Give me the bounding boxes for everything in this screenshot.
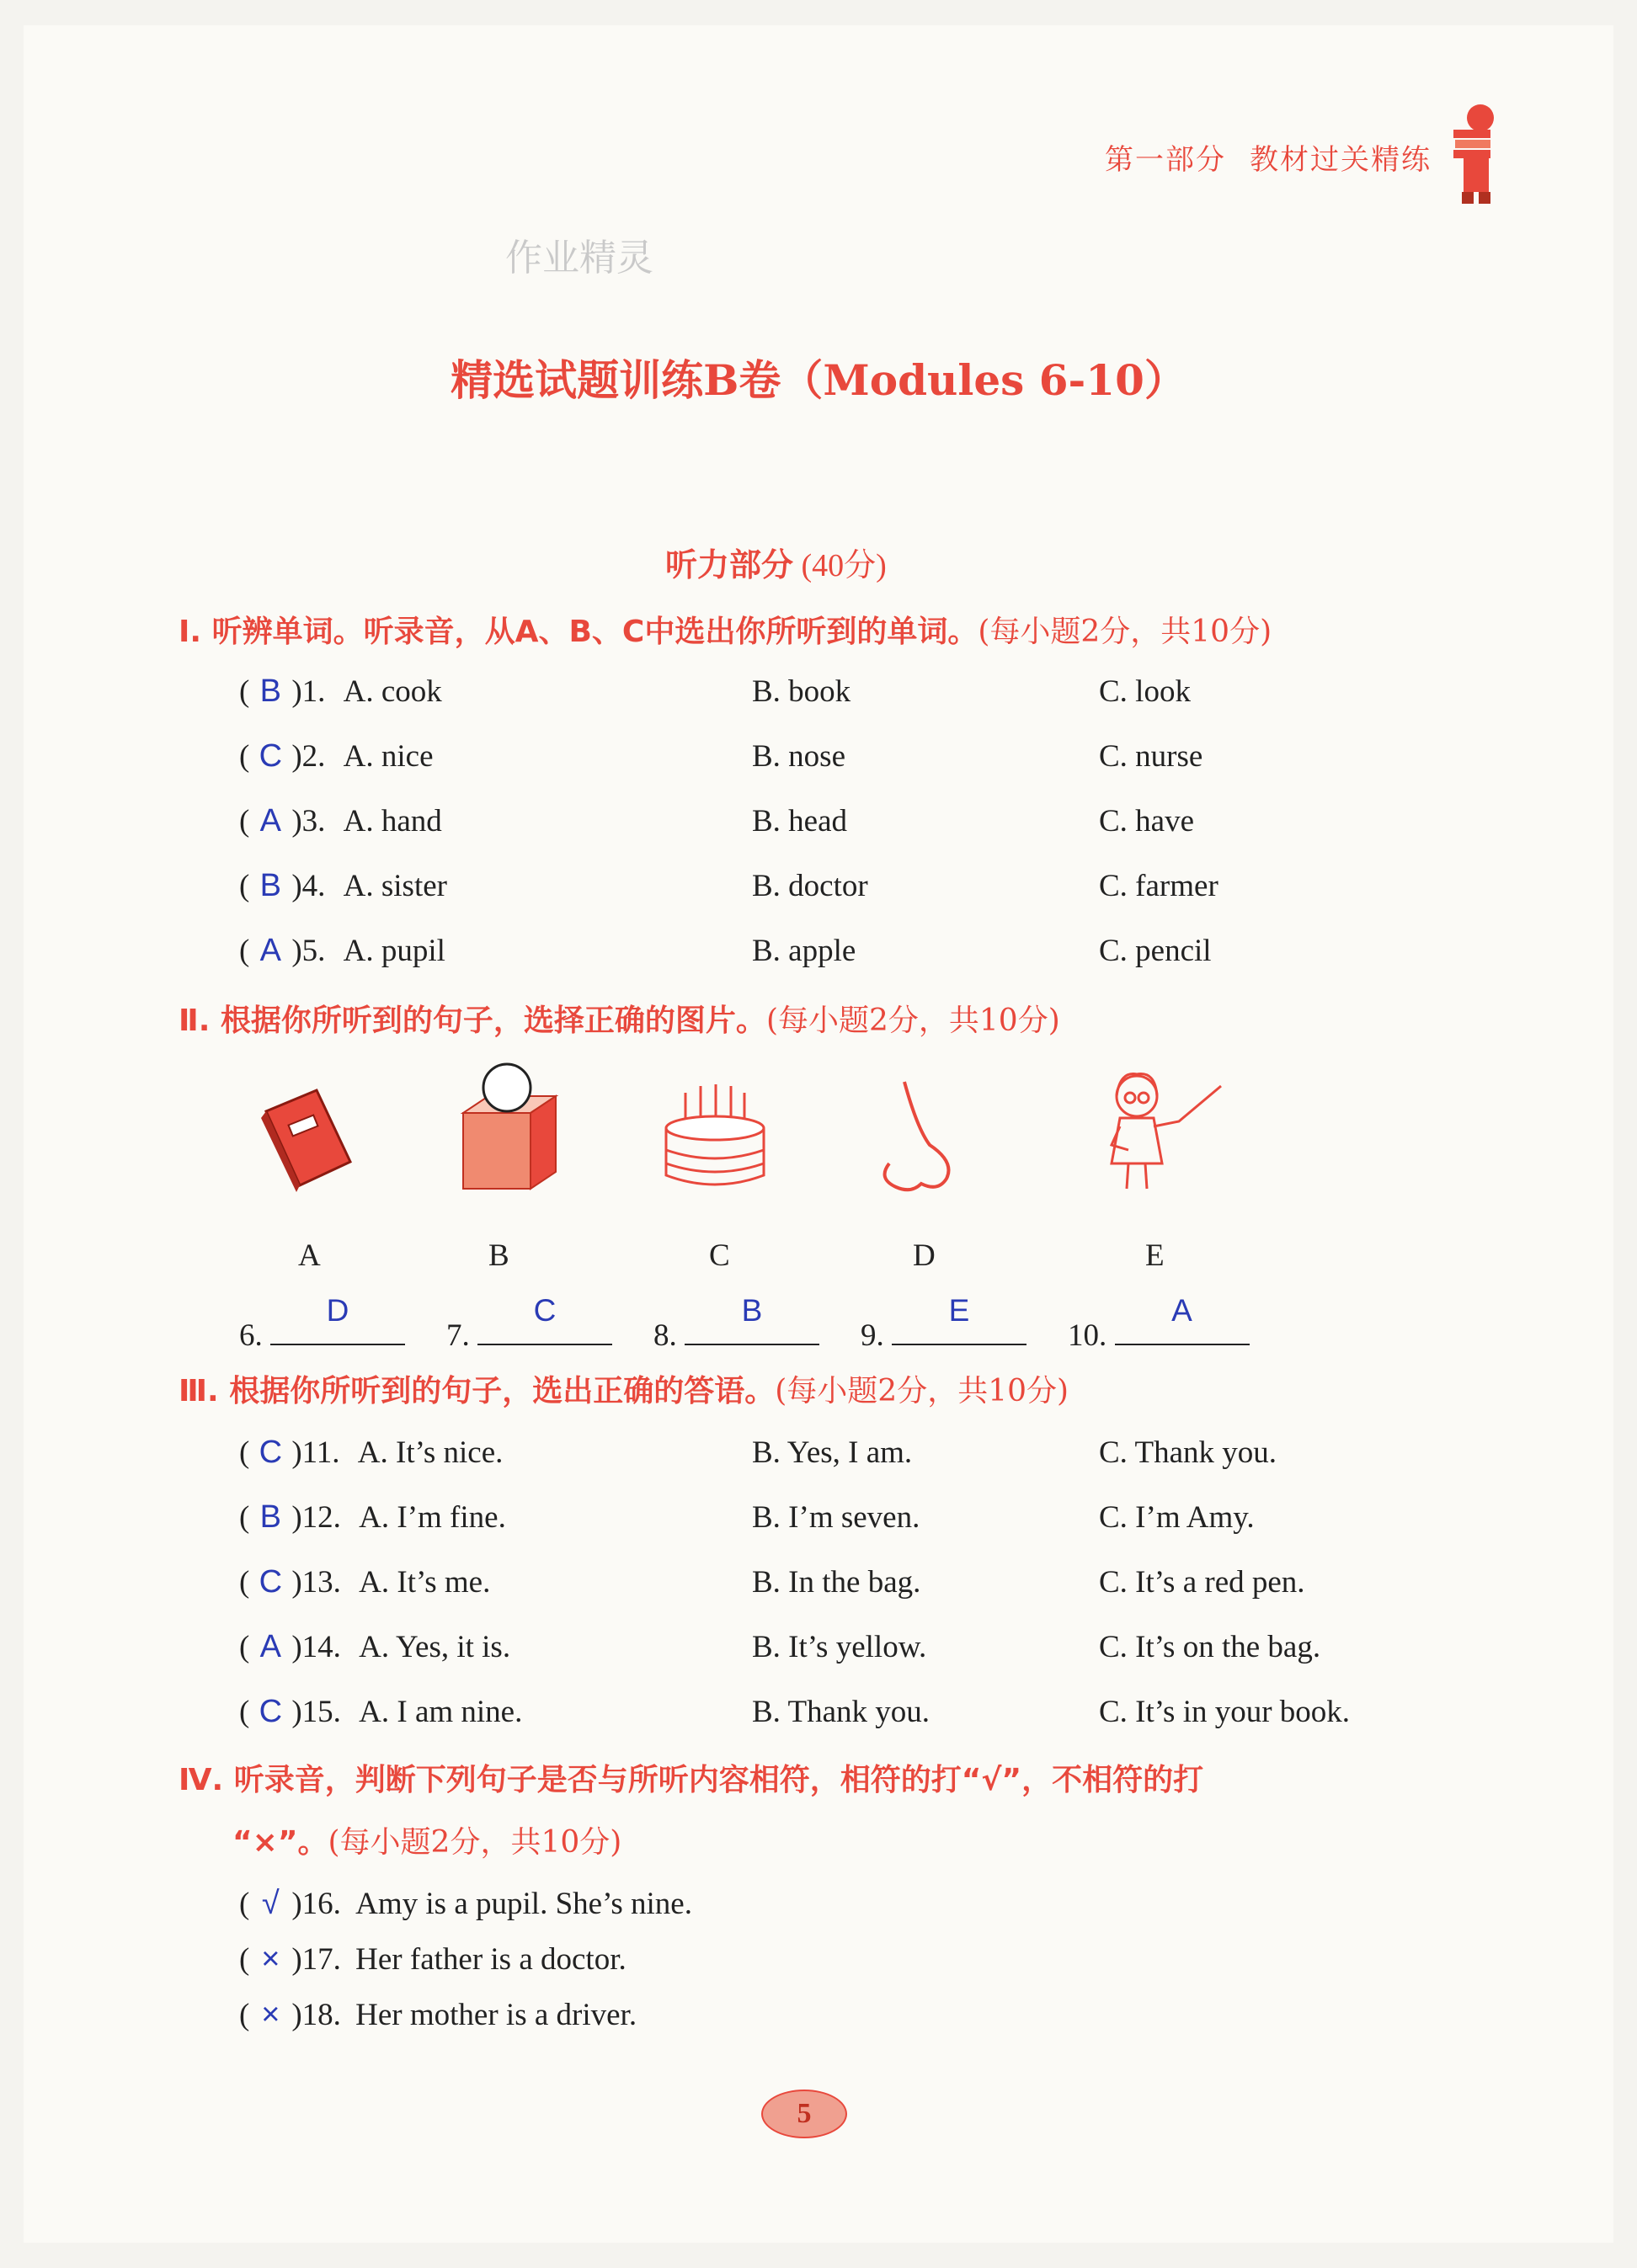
- header-section: 教材过关精练: [1250, 143, 1432, 177]
- statement-text: Her mother is a driver.: [355, 1998, 637, 2032]
- option-a: A. Yes, it is.: [359, 1630, 511, 1664]
- answer-blank: [1115, 1293, 1250, 1345]
- answer-blank: [685, 1293, 819, 1345]
- picture-label: B: [488, 1238, 509, 1273]
- option-b: B. Yes, I am.: [752, 1435, 913, 1470]
- option-b: B. apple: [752, 934, 856, 968]
- question-row: ( A )14. A. Yes, it is.: [239, 1629, 511, 1664]
- question-number: )5.: [291, 934, 326, 968]
- question-number: )13.: [291, 1565, 341, 1600]
- answer-mark: A: [259, 933, 281, 968]
- option-c: C. It’s a red pen.: [1099, 1565, 1305, 1600]
- question-number: )3.: [291, 804, 326, 839]
- answer-mark: ×: [261, 1997, 280, 2032]
- blank-answer: C: [533, 1293, 557, 1328]
- answer-mark: C: [259, 738, 283, 774]
- answer-mark: B: [259, 673, 281, 709]
- answer-mark: ×: [261, 1941, 280, 1977]
- answer-blank: [892, 1293, 1026, 1345]
- listening-score: (40分): [801, 548, 887, 583]
- fill-blank-row: [861, 1293, 1026, 1354]
- blank-answer: E: [948, 1293, 970, 1328]
- fill-blank-row: [239, 1293, 405, 1354]
- listening-label: 听力部分: [665, 546, 794, 583]
- blank-number: 7.: [446, 1318, 470, 1353]
- listening-header: [665, 539, 887, 585]
- option-a: A. It’s me.: [359, 1565, 491, 1600]
- question-number: )16.: [291, 1887, 341, 1921]
- blank-answer: D: [326, 1293, 349, 1328]
- section-4-heading-line1: Ⅳ. 听录音，判断下列句子是否与所听内容相符，相符的打“√”，不相符的打: [179, 1763, 1204, 1797]
- watermark-text: 作业精灵: [505, 237, 653, 280]
- option-c: C. It’s on the bag.: [1099, 1630, 1321, 1664]
- option-c: C. look: [1099, 674, 1191, 709]
- statement-text: Her father is a doctor.: [355, 1942, 627, 1977]
- option-a: A. cook: [343, 674, 442, 709]
- section-2-title: Ⅱ. 根据你所听到的句子，选择正确的图片。: [179, 1004, 766, 1038]
- question-number: )18.: [291, 1998, 341, 2032]
- option-a: A. I’m fine.: [359, 1500, 506, 1535]
- section-1-points: (每小题2分，共10分): [978, 615, 1272, 649]
- section-2-heading: [179, 997, 1060, 1040]
- question-number: )17.: [291, 1942, 341, 1977]
- blank-number: 9.: [861, 1318, 884, 1353]
- blank-number: 10.: [1068, 1318, 1107, 1353]
- blank-answer: A: [1171, 1293, 1192, 1328]
- option-b: B. It’s yellow.: [752, 1630, 927, 1664]
- option-c: C. farmer: [1099, 869, 1218, 903]
- question-row: ( B )12. A. I’m fine.: [239, 1499, 506, 1535]
- question-row: ( C )11. A. It’s nice.: [239, 1435, 504, 1470]
- blank-number: 8.: [653, 1318, 677, 1353]
- header-part: 第一部分: [1105, 143, 1226, 177]
- option-b: B. doctor: [752, 869, 868, 903]
- question-number: )12.: [291, 1500, 341, 1535]
- judgment-row: ( √ )16. Amy is a pupil. She’s nine.: [239, 1886, 692, 1921]
- question-row: ( A )5. A. pupil: [239, 933, 445, 968]
- option-b: B. In the bag.: [752, 1565, 921, 1600]
- section-4-points: (每小题2分，共10分): [328, 1825, 622, 1860]
- option-c: C. nurse: [1099, 739, 1203, 774]
- birthday-cake-icon: [660, 1076, 770, 1198]
- question-row: ( B )4. A. sister: [239, 868, 447, 903]
- question-number: )15.: [291, 1695, 341, 1729]
- picture-label: A: [298, 1238, 321, 1273]
- question-row: ( B )1. A. cook: [239, 673, 442, 709]
- section-1-title: Ⅰ. 听辨单词。听录音，从A、B、C中选出你所听到的单词。: [179, 615, 978, 649]
- option-a: A. pupil: [343, 934, 445, 968]
- judgment-row: ( × )18. Her mother is a driver.: [239, 1997, 637, 2032]
- answer-blank: [270, 1293, 405, 1345]
- fill-blank-row: [653, 1293, 819, 1354]
- section-4-title-cont: “×”。: [232, 1825, 328, 1860]
- option-c: C. I’m Amy.: [1099, 1500, 1255, 1535]
- answer-mark: C: [259, 1564, 283, 1600]
- answer-mark: √: [261, 1886, 280, 1921]
- question-row: ( C )15. A. I am nine.: [239, 1694, 523, 1729]
- fill-blank-row: [446, 1293, 612, 1354]
- judgment-row: ( × )17. Her father is a doctor.: [239, 1941, 627, 1977]
- section-4-heading-line2: [232, 1818, 621, 1861]
- option-a: A. hand: [343, 804, 442, 839]
- question-number: )11.: [291, 1435, 340, 1470]
- answer-mark: B: [259, 868, 281, 903]
- question-number: )14.: [291, 1630, 341, 1664]
- picture-label: C: [709, 1238, 730, 1273]
- section-3-points: (每小题2分，共10分): [775, 1374, 1069, 1408]
- question-number: )2.: [291, 739, 326, 774]
- option-a: A. sister: [343, 869, 447, 903]
- option-b: B. Thank you.: [752, 1695, 930, 1729]
- blank-answer: B: [741, 1293, 763, 1328]
- page-number: 5: [761, 2090, 847, 2138]
- option-a: A. I am nine.: [359, 1695, 523, 1729]
- option-c: C. Thank you.: [1099, 1435, 1277, 1470]
- answer-mark: A: [259, 803, 281, 839]
- answer-blank: [477, 1293, 612, 1345]
- answer-mark: C: [259, 1435, 283, 1470]
- question-row: ( C )2. A. nice: [239, 738, 434, 774]
- section-3-title: Ⅲ. 根据你所听到的句子，选出正确的答语。: [179, 1374, 776, 1408]
- option-c: C. pencil: [1099, 934, 1212, 968]
- question-number: )4.: [291, 869, 326, 903]
- section-2-points: (每小题2分，共10分): [765, 1004, 1060, 1038]
- question-number: )1.: [291, 674, 326, 709]
- mascot-icon: [1445, 99, 1506, 213]
- option-c: C. It’s in your book.: [1099, 1695, 1351, 1729]
- section-1-heading: [179, 608, 1272, 651]
- option-b: B. head: [752, 804, 848, 839]
- answer-mark: C: [259, 1694, 283, 1729]
- question-row: ( A )3. A. hand: [239, 803, 442, 839]
- book-icon: [249, 1086, 359, 1200]
- nose-icon: [871, 1078, 963, 1200]
- section-3-heading: [179, 1367, 1069, 1410]
- question-row: ( C )13. A. It’s me.: [239, 1564, 491, 1600]
- fill-blank-row: [1068, 1293, 1250, 1354]
- option-b: B. book: [752, 674, 851, 709]
- teacher-icon: [1095, 1062, 1238, 1210]
- ball-on-box-icon: [455, 1062, 564, 1201]
- option-b: B. nose: [752, 739, 845, 774]
- option-a: A. It’s nice.: [357, 1435, 504, 1470]
- option-a: A. nice: [343, 739, 434, 774]
- picture-label: E: [1145, 1238, 1165, 1273]
- option-c: C. have: [1099, 804, 1195, 839]
- option-b: B. I’m seven.: [752, 1500, 920, 1535]
- answer-mark: B: [259, 1499, 281, 1535]
- statement-text: Amy is a pupil. She’s nine.: [355, 1887, 692, 1921]
- page-title: 精选试题训练B卷（Modules 6-10）: [451, 355, 1186, 405]
- answer-mark: A: [259, 1629, 281, 1664]
- picture-label: D: [913, 1238, 936, 1273]
- blank-number: 6.: [239, 1318, 263, 1353]
